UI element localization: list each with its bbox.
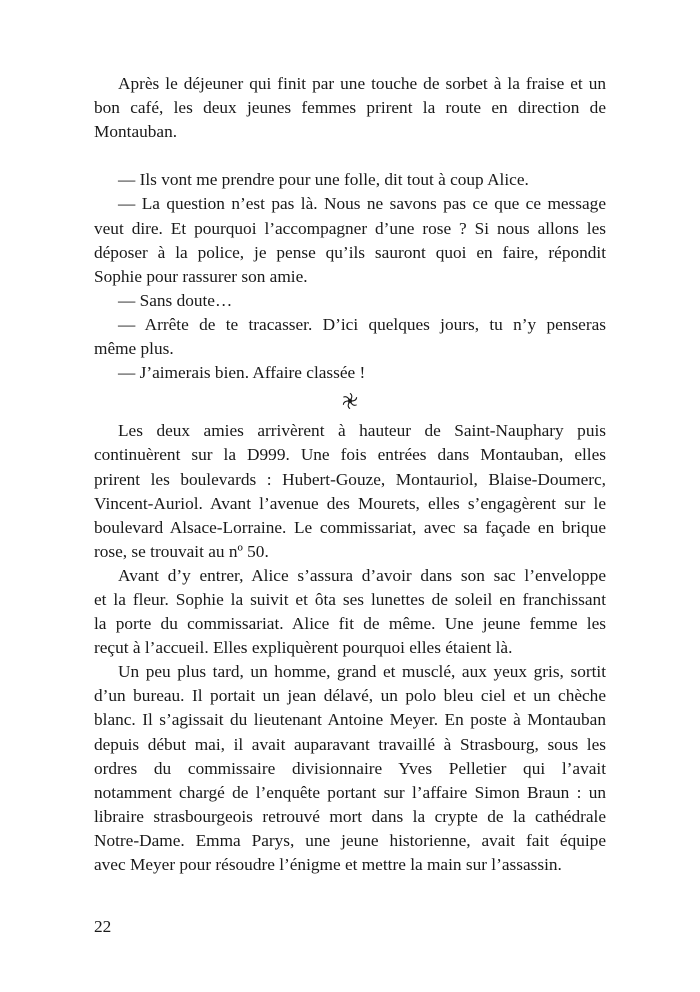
text-line: boulevard Alsace-Lorraine. Le commissariat, avec sa façade en brique xyxy=(94,517,606,537)
text-line: depuis début mai, il avait auparavant travaillé à Strasbourg, sous les xyxy=(94,734,606,754)
text-line: Après le déjeuner qui finit par une touche de sorbet à la fraise et un xyxy=(118,74,606,93)
paragraph xyxy=(94,564,606,660)
text-line: notamment chargé de l’enquête portant sur l’affaire Simon Braun : un xyxy=(94,782,606,802)
text-line: Vincent-Auriol. Avant l’avenue des Mourets, elles s’engagèrent sur le xyxy=(94,493,606,513)
text-line: blanc. Il s’agissait du lieutenant Antoine Meyer. En poste à Montauban xyxy=(94,710,606,730)
page-number: 22 xyxy=(94,917,112,936)
text-line: même plus. xyxy=(94,339,174,359)
text-line: — Arrête de te tracasser. D’ici quelques jours, tu n’y penseras xyxy=(118,314,606,334)
paragraph xyxy=(94,289,606,313)
text-line: prirent les boulevards : Hubert-Gouze, Montauriol, Blaise-Doumerc, xyxy=(94,469,606,489)
text-line: reçut à l’accueil. Elles expliquèrent pourquoi elles étaient là. xyxy=(94,638,513,658)
section-break xyxy=(94,389,606,413)
text-line: Avant d’y entrer, Alice s’assura d’avoir dans son sac l’enveloppe xyxy=(118,565,606,585)
paragraph xyxy=(94,361,606,385)
text-line: Notre-Dame. Emma Parys, une jeune historienne, avait fait équipe xyxy=(94,830,606,850)
text-line: continuèrent sur la D999. Une fois entrées dans Montauban, elles xyxy=(94,445,606,465)
text-line: et la fleur. Sophie la suivit et ôta ses lunettes de soleil en franchissant xyxy=(94,589,606,609)
text-line: Les deux amies arrivèrent à hauteur de Saint-Nauphary puis xyxy=(118,421,606,441)
text-line: d’un bureau. Il portait un jean délavé, un polo bleu ciel et un chèche xyxy=(94,686,606,706)
paragraph xyxy=(94,660,606,877)
page-body xyxy=(94,72,606,877)
text-line: déposer à la police, je pense qu’ils sauront quoi en faire, répondit xyxy=(94,242,606,262)
text-line: libraire strasbourgeois retrouvé mort dans la crypte de la cathédrale xyxy=(94,806,606,826)
text-line: ordres du commissaire divisionnaire Yves Pelletier qui l’avait xyxy=(94,758,606,778)
text-line: — Sans doute… xyxy=(118,290,233,310)
text-line: — La question n’est pas là. Nous ne savons pas ce que ce message xyxy=(118,194,606,214)
text-line: la porte du commissariat. Alice fit de même. Une jeune femme les xyxy=(94,614,606,634)
text-line: avec Meyer pour résoudre l’énigme et mettre la main sur l’assassin. xyxy=(94,855,562,874)
text-line: bon café, les deux jeunes femmes prirent la route en direction de xyxy=(94,98,606,118)
paragraph xyxy=(94,419,606,564)
swirl-ornament-icon xyxy=(341,392,359,410)
paragraph xyxy=(94,72,606,144)
paragraph xyxy=(94,192,606,288)
text-line: — J’aimerais bien. Affaire classée ! xyxy=(118,363,366,383)
paragraph xyxy=(94,168,606,192)
text-line: Sophie pour rassurer son amie. xyxy=(94,266,308,286)
text-line: veut dire. Et pourquoi l’accompagner d’une rose ? Si nous allons les xyxy=(94,218,606,238)
text-line: Montauban. xyxy=(94,122,178,142)
text-line: rose, se trouvait au nº 50. xyxy=(94,541,269,561)
paragraph xyxy=(94,313,606,361)
text-line: — Ils vont me prendre pour une folle, dit tout à coup Alice. xyxy=(118,170,529,190)
text-line: Un peu plus tard, un homme, grand et musclé, aux yeux gris, sortit xyxy=(118,662,606,682)
paragraph-gap xyxy=(94,144,606,168)
